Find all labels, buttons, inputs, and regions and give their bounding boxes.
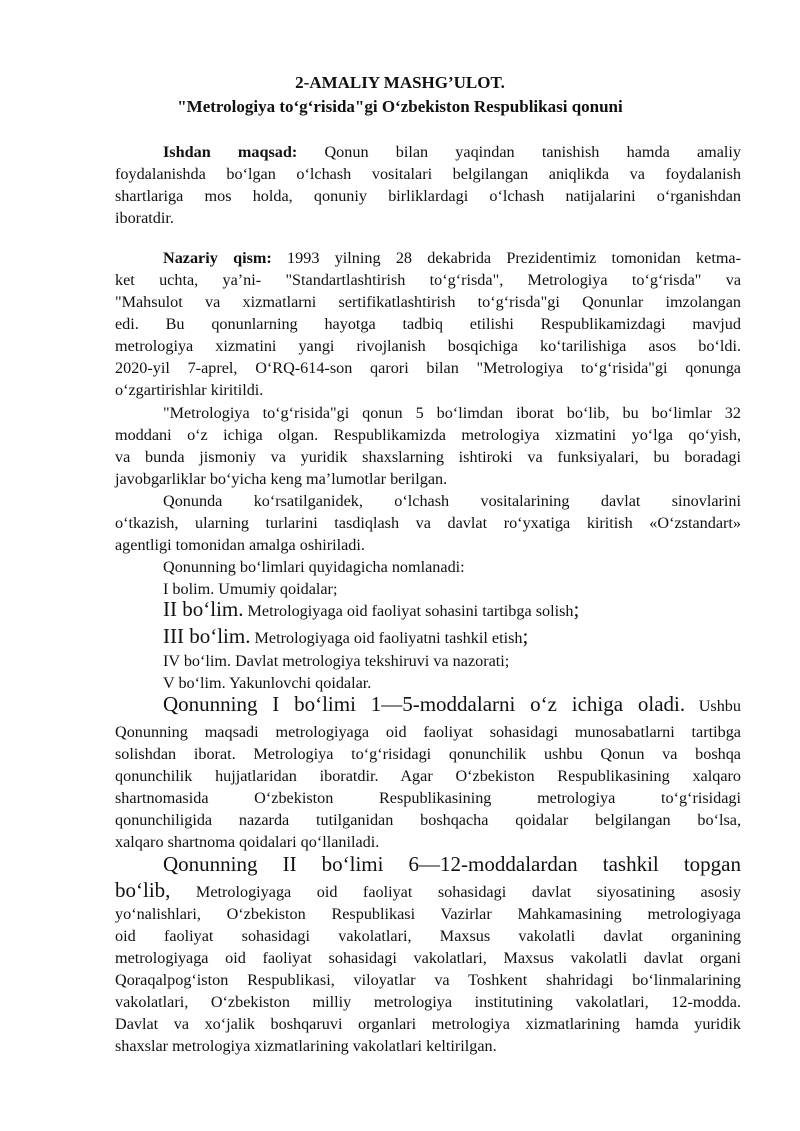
para2-line-1: "Metrologiya to‘g‘risida"gi qonun 5 bo‘limdan iborat bo‘lib, bu bo‘limlar 32 — [163, 404, 741, 422]
part2-heading: Qonunning II bo‘limi 6—12-moddalardan tashkil topgan — [163, 852, 741, 876]
part2-line-6: Davlat va xo‘jalik boshqaruvi organlari metrologiya xizmatlarining hamda yuridik — [115, 1015, 741, 1033]
part2-line-2: oid faoliyat sohasidagi vakolatlari, Maxsus vakolatli davlat organining — [115, 927, 741, 945]
section-3: III bo‘lim. Metrologiyaga oid faoliyatni tashkil etish; — [163, 624, 529, 648]
theory-line-6: 2020-yil 7-aprel, O‘RQ-614-son qarori bilan "Metrologiya to‘g‘risida"gi qonunga — [115, 359, 741, 377]
part2-line-3: metrologiyaga oid faoliyat sohasidagi vakolatlari, Maxsus vakolatli davlat organi — [115, 949, 741, 967]
sections-intro: Qonunning bo‘limlari quyidagicha nomlanadi: — [163, 558, 465, 576]
section-2: II bo‘lim. Metrologiyaga oid faoliyat sohasini tartibga solish; — [163, 597, 580, 621]
part2-line-4: Qoraqalpog‘iston Respublikasi, viloyatlar va Toshkent shahridagi bo‘linmalarining — [115, 971, 741, 989]
goal-label: Ishdan maqsad: — [163, 143, 298, 161]
part2-line-7: shaxslar metrologiya xizmatlarining vakolatlari keltirilgan. — [115, 1037, 497, 1055]
part1-line-3: qonunchilik hujjatlaridan iboratdir. Agar O‘zbekiston Respublikasining xalqaro — [115, 767, 741, 785]
part2-line-1: yo‘nalishlari, O‘zbekiston Respublikasi Vazirlar Mahkamasining metrologiyaga — [115, 905, 741, 923]
part2-line-5: vakolatlari, O‘zbekiston milliy metrologiya institutining vakolatlari, 12-modda. — [115, 993, 741, 1011]
theory-line-5: metrologiya xizmatini yangi rivojlanish bosqichiga ko‘tarilishiga asos bo‘ldi. — [115, 337, 741, 355]
para3-line-3: agentligi tomonidan amalga oshiriladi. — [115, 536, 365, 554]
theory-label: Nazariy qism: — [163, 249, 272, 267]
part1-line-1: Qonunning maqsadi metrologiyaga oid faoliyat sohasidagi munosabatlarni tartibga — [115, 723, 741, 741]
part1-line-4: shartnomasida O‘zbekiston Respublikasining metrologiya to‘g‘risidagi — [115, 789, 741, 807]
part1-line-6: xalqaro shartnoma qoidalari qo‘llaniladi. — [115, 833, 380, 851]
theory-line-7: o‘zgartirishlar kiritildi. — [115, 381, 264, 399]
part1-heading: Qonunning I bo‘limi 1—5-moddalarni o‘z ichiga oladi. — [163, 692, 686, 716]
goal-line-1: Ishdan maqsad: Qonun bilan yaqindan tanishish hamda amaliy — [163, 143, 741, 161]
goal-line-4: iboratdir. — [115, 209, 174, 227]
part2-head-line-2: bo‘lib, Metrologiyaga oid faoliyat sohasidagi davlat siyosatining asosiy — [115, 878, 741, 902]
part1-line-5: qonunchiligida nazarda tutilganidan boshqacha qoidalar belgilangan bo‘lsa, — [115, 811, 741, 829]
document-title: 2-AMALIY MASHG’ULOT. — [295, 73, 505, 92]
goal-line-3: shartlariga mos holda, qonuniy birliklardagi o‘lchash natijalarini o‘rganishdan — [115, 187, 741, 205]
para2-line-4: javobgarliklar bo‘yicha keng ma’lumotlar berilgan. — [115, 470, 448, 488]
section-5: V bo‘lim. Yakunlovchi qoidalar. — [163, 674, 372, 692]
section-1: I bolim. Umumiy qoidalar; — [163, 580, 338, 598]
goal-line-2: foydalanishda bo‘lgan o‘lchash vositalari belgilangan aniqlikda va foydalanish — [115, 165, 741, 183]
part1-line-2: solishdan iborat. Metrologiya to‘g‘risidagi qonunchilik ushbu Qonun va boshqa — [115, 745, 741, 763]
theory-line-3: "Mahsulot va xizmatlarni sertifikatlashtirish to‘g‘risda"gi Qonunlar imzolangan — [115, 293, 741, 311]
para3-line-1: Qonunda ko‘rsatilganidek, o‘lchash vositalarining davlat sinovlarini — [163, 492, 741, 510]
para2-line-3: va bunda jismoniy va yuridik shaxslarning ishtiroki va funksiyalari, bu boradagi — [115, 448, 741, 466]
theory-line-2: ket uchta, ya’ni- "Standartlashtirish to‘g‘risda", Metrologiya to‘g‘risda" va — [115, 271, 741, 289]
theory-line-4: edi. Bu qonunlarning hayotga tadbiq etilishi Respublikamizdagi mavjud — [115, 315, 741, 333]
part1-head-line: Qonunning I bo‘limi 1—5-moddalarni o‘z ichiga oladi. Ushbu — [163, 692, 741, 716]
para2-line-2: moddani o‘z ichiga olgan. Respublikamizda metrologiya xizmatini yo‘lga qo‘yish, — [115, 426, 741, 444]
para3-line-2: o‘tkazish, ularning turlarini tasdiqlash va davlat ro‘yxatiga kiritish «O‘zstandart» — [115, 514, 741, 532]
theory-line-1: Nazariy qism: 1993 yilning 28 dekabrida Prezidentimiz tomonidan ketma- — [163, 249, 741, 267]
document-subtitle: "Metrologiya to‘g‘risida"gi O‘zbekiston Respublikasi qonuni — [177, 97, 623, 116]
section-4: IV bo‘lim. Davlat metrologiya tekshiruvi va nazorati; — [163, 652, 510, 670]
